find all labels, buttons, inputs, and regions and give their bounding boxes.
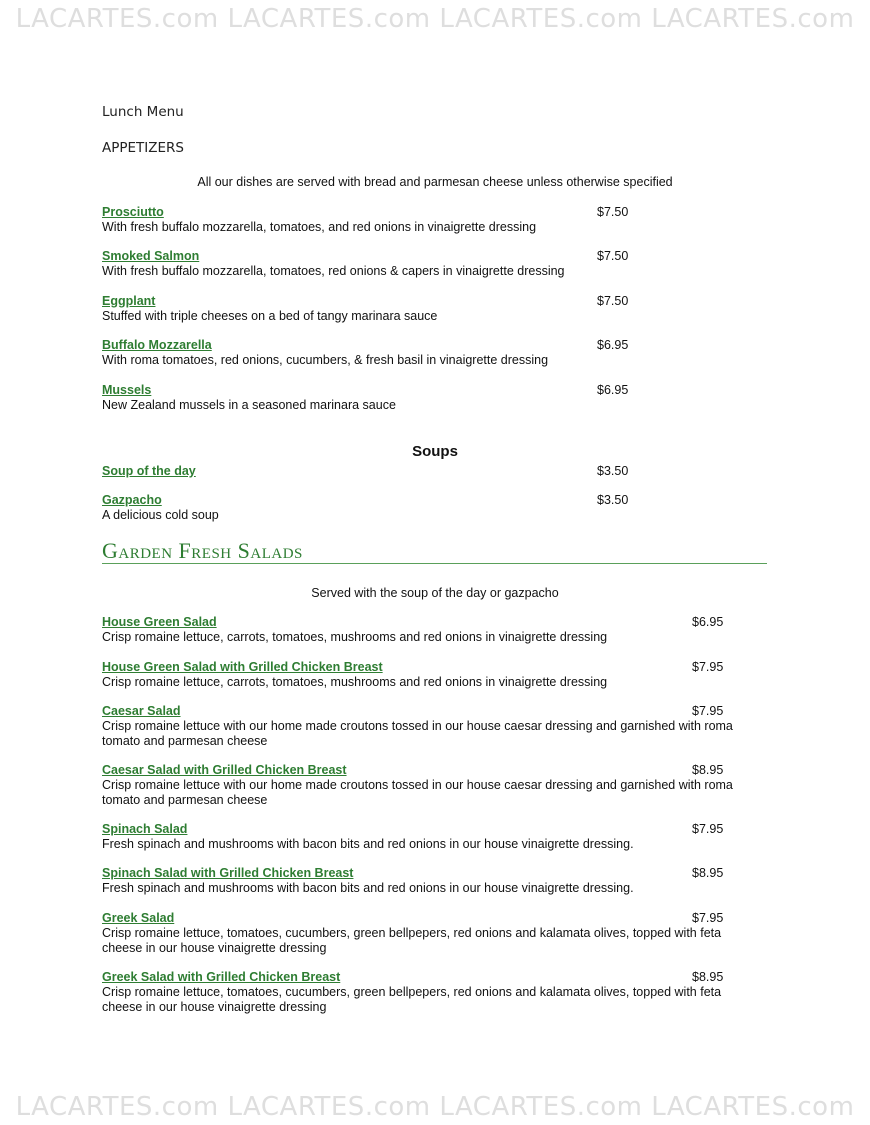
salad-item: [102, 704, 762, 749]
item-price: $7.50: [597, 294, 629, 308]
item-name[interactable]: Eggplant: [102, 294, 156, 308]
item-description: Crisp romaine lettuce with our home made croutons tossed in our house caesar dressing and garnished with roma tomato and parmesan cheese: [102, 778, 733, 807]
item-price: $6.95: [692, 615, 724, 629]
item-name[interactable]: Prosciutto: [102, 205, 164, 219]
item-name[interactable]: House Green Salad with Grilled Chicken Breast: [102, 660, 383, 674]
item-description: Crisp romaine lettuce, tomatoes, cucumbers, green bellpepers, red onions and kalamata olives, topped with feta cheese in our house vinaigrette dressing: [102, 926, 722, 955]
salad-item: [102, 911, 762, 956]
item-price: $7.50: [597, 249, 629, 263]
section-divider: [102, 563, 767, 564]
watermark-top: LACARTES.com LACARTES.com LACARTES.com LACARTES.com: [15, 4, 855, 34]
item-description: Fresh spinach and mushrooms with bacon bits and red onions in our house vinaigrette dressing.: [102, 837, 634, 851]
item-price: $3.50: [597, 464, 629, 478]
item-name[interactable]: Caesar Salad: [102, 704, 181, 718]
appetizers-note: All our dishes are served with bread and parmesan cheese unless otherwise specified: [197, 175, 673, 189]
item-description: With roma tomatoes, red onions, cucumbers, & fresh basil in vinaigrette dressing: [102, 353, 549, 367]
item-price: $6.95: [597, 383, 629, 397]
item-price: $3.50: [597, 493, 629, 507]
soups-heading: Soups: [412, 443, 458, 460]
item-price: $7.95: [692, 911, 724, 925]
salad-item: [102, 660, 682, 690]
item-description: Crisp romaine lettuce, tomatoes, cucumbers, green bellpepers, red onions and kalamata olives, topped with feta cheese in our house vinaigrette dressing: [102, 985, 722, 1014]
item-name[interactable]: Caesar Salad with Grilled Chicken Breast: [102, 763, 347, 777]
salad-item: [102, 822, 682, 852]
item-description: Crisp romaine lettuce, carrots, tomatoes, mushrooms and red onions in vinaigrette dressing: [102, 675, 608, 689]
salad-item: [102, 970, 762, 1015]
item-name[interactable]: Spinach Salad: [102, 822, 188, 836]
item-description: A delicious cold soup: [102, 508, 219, 522]
item-name[interactable]: Mussels: [102, 383, 152, 397]
item-price: $8.95: [692, 866, 724, 880]
item-description: New Zealand mussels in a seasoned marinara sauce: [102, 398, 396, 412]
salads-note: Served with the soup of the day or gazpacho: [311, 586, 559, 600]
appetizer-item: [102, 383, 582, 413]
item-price: $8.95: [692, 763, 724, 777]
soup-item: [102, 493, 582, 523]
salad-item: [102, 763, 762, 808]
item-price: $6.95: [597, 338, 629, 352]
appetizer-item: [102, 205, 582, 235]
appetizer-item: [102, 294, 582, 324]
item-name[interactable]: Spinach Salad with Grilled Chicken Breast: [102, 866, 354, 880]
watermark-bottom: LACARTES.com LACARTES.com LACARTES.com LACARTES.com: [15, 1092, 855, 1122]
item-name[interactable]: Smoked Salmon: [102, 249, 200, 263]
item-name[interactable]: House Green Salad: [102, 615, 217, 629]
soup-item: [102, 464, 582, 479]
item-description: Crisp romaine lettuce with our home made croutons tossed in our house caesar dressing and garnished with roma tomato and parmesan cheese: [102, 719, 733, 748]
item-name[interactable]: Greek Salad with Grilled Chicken Breast: [102, 970, 341, 984]
item-price: $8.95: [692, 970, 724, 984]
page-title: Lunch Menu: [102, 104, 184, 120]
item-name[interactable]: Gazpacho: [102, 493, 162, 507]
salads-heading: Garden Fresh Salads: [102, 538, 303, 563]
item-price: $7.95: [692, 704, 724, 718]
item-name[interactable]: Buffalo Mozzarella: [102, 338, 212, 352]
item-description: Stuffed with triple cheeses on a bed of tangy marinara sauce: [102, 309, 438, 323]
appetizer-item: [102, 338, 582, 368]
salad-item: [102, 615, 682, 645]
salad-item: [102, 866, 682, 896]
item-description: Crisp romaine lettuce, carrots, tomatoes, mushrooms and red onions in vinaigrette dressing: [102, 630, 608, 644]
item-description: Fresh spinach and mushrooms with bacon bits and red onions in our house vinaigrette dressing.: [102, 881, 634, 895]
item-description: With fresh buffalo mozzarella, tomatoes, red onions & capers in vinaigrette dressing: [102, 264, 565, 278]
item-name[interactable]: Soup of the day: [102, 464, 196, 478]
appetizers-heading: APPETIZERS: [102, 140, 185, 156]
item-description: With fresh buffalo mozzarella, tomatoes, and red onions in vinaigrette dressing: [102, 220, 537, 234]
item-price: $7.95: [692, 660, 724, 674]
item-price: $7.50: [597, 205, 629, 219]
appetizer-item: [102, 249, 592, 279]
item-price: $7.95: [692, 822, 724, 836]
item-name[interactable]: Greek Salad: [102, 911, 175, 925]
